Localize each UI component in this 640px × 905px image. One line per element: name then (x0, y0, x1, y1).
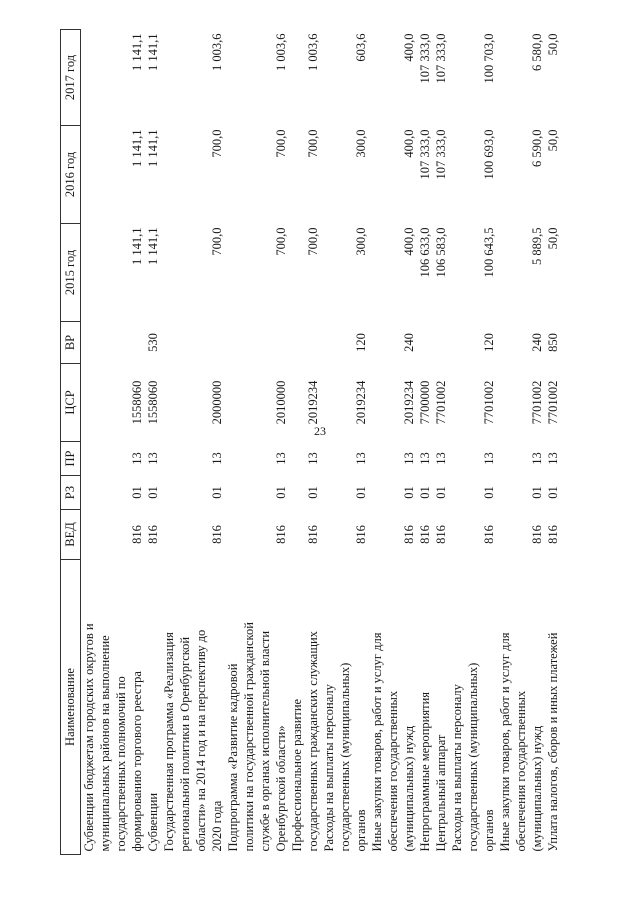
cell-rz: 01 (146, 486, 160, 499)
cell-vr (81, 322, 146, 364)
cell-rz: 01 (434, 486, 448, 499)
table-row (417, 30, 433, 855)
cell-name-line: государственных (муниципальных) (466, 662, 480, 852)
cell-name-line: Расходы на выплаты персоналу (322, 684, 336, 852)
cell-name-line: службе в органах исполнительной власти (258, 630, 272, 852)
cell-csr: 7701002 (482, 380, 496, 425)
cell-name-line: 2020 года (210, 800, 224, 852)
header-2017: 2017 год (61, 30, 81, 126)
cell-name (545, 560, 561, 855)
cell-2015: 1 141,1 (130, 227, 144, 265)
cell-2015: 700,0 (306, 227, 320, 256)
header-2016: 2016 год (61, 126, 81, 224)
cell-2016: 1 141,1 (130, 129, 144, 167)
cell-name-line: Уплата налогов, сборов и иных платежей (546, 632, 560, 852)
cell-vr (433, 322, 449, 364)
cell-name-line: формированию торгового реестра (130, 671, 144, 852)
cell-rz: 01 (354, 486, 368, 499)
cell-ved: 816 (210, 525, 224, 544)
cell-csr: 2010000 (274, 380, 288, 425)
cell-csr: 7701002 (546, 380, 560, 425)
table-row (161, 30, 225, 855)
cell-pr: 13 (482, 452, 496, 465)
cell-pr: 13 (210, 452, 224, 465)
cell-csr: 1558060 (146, 380, 160, 425)
cell-pr: 13 (146, 452, 160, 465)
cell-name-line: политики на государственной гражданской (242, 622, 256, 852)
cell-pr: 13 (546, 452, 560, 465)
cell-ved: 816 (274, 525, 288, 544)
cell-ved: 816 (306, 525, 320, 544)
cell-vr: 240 (530, 333, 544, 352)
cell-2017: 400,0 (402, 33, 416, 62)
cell-ved: 816 (146, 525, 160, 544)
cell-ved: 816 (546, 525, 560, 544)
cell-rz: 01 (546, 486, 560, 499)
cell-name-line: Оренбургской области» (274, 725, 288, 852)
cell-csr: 2019234 (354, 380, 368, 425)
page-number: 23 (314, 424, 326, 438)
header-csr: ЦСР (61, 364, 81, 442)
cell-2017: 100 703,0 (482, 33, 496, 84)
cell-csr: 2019234 (306, 380, 320, 425)
cell-pr: 13 (402, 452, 416, 465)
cell-csr: 7700000 (418, 380, 432, 425)
cell-vr: 120 (482, 333, 496, 352)
cell-csr: 2000000 (210, 380, 224, 425)
cell-name (417, 560, 433, 855)
cell-2015: 106 633,0 (418, 227, 432, 278)
cell-2016: 6 590,0 (530, 129, 544, 167)
cell-name (81, 560, 146, 855)
cell-2016: 50,0 (546, 129, 560, 152)
cell-rz: 01 (306, 486, 320, 499)
cell-name-line: Непрограммные мероприятия (418, 691, 432, 852)
cell-2015: 700,0 (274, 227, 288, 256)
cell-rz: 01 (274, 486, 288, 499)
cell-2015: 5 889,5 (530, 227, 544, 265)
cell-rz: 01 (418, 486, 432, 499)
table-row (545, 30, 561, 855)
cell-2015: 106 583,0 (434, 227, 448, 278)
cell-name-line: государственных гражданских служащих (306, 631, 320, 852)
table-row (225, 30, 289, 855)
cell-vr (289, 322, 321, 364)
cell-name-line: Центральный аппарат (434, 734, 448, 852)
cell-2016: 300,0 (354, 129, 368, 158)
cell-name (497, 560, 545, 855)
cell-name-line: (муниципальных) нужд (402, 725, 416, 852)
cell-ved: 816 (418, 525, 432, 544)
cell-2017: 107 333,0 (418, 33, 432, 84)
cell-2017: 107 333,0 (434, 33, 448, 84)
cell-vr: 530 (146, 333, 160, 352)
cell-rz: 01 (210, 486, 224, 499)
cell-name-line: органов (482, 809, 496, 852)
cell-name-line: государственных полномочий по (114, 676, 128, 852)
cell-name (161, 560, 225, 855)
cell-name-line: государственных (муниципальных) (338, 662, 352, 852)
header-name: Наименование (61, 560, 81, 855)
cell-rz: 01 (482, 486, 496, 499)
cell-2015: 50,0 (546, 227, 560, 250)
header-rz: РЗ (61, 476, 81, 510)
header-2015: 2015 год (61, 224, 81, 322)
cell-2016: 700,0 (210, 129, 224, 158)
cell-2017: 50,0 (546, 33, 560, 56)
table-row (145, 30, 161, 855)
table-header-row (61, 30, 81, 855)
table-row (449, 30, 497, 855)
cell-csr: 7701002 (530, 380, 544, 425)
cell-ved: 816 (354, 525, 368, 544)
cell-rz: 01 (530, 486, 544, 499)
cell-ved: 816 (482, 525, 496, 544)
cell-rz: 01 (130, 486, 144, 499)
cell-csr: 7701002 (434, 380, 448, 425)
header-vr: ВР (61, 322, 81, 364)
cell-2016: 400,0 (402, 129, 416, 158)
cell-name-line: области» на 2014 год и на перспективу до (194, 629, 208, 852)
cell-2016: 107 333,0 (418, 129, 432, 180)
cell-name-line: Иные закупки товаров, работ и услуг для (370, 632, 384, 852)
cell-pr: 13 (418, 452, 432, 465)
cell-name (433, 560, 449, 855)
cell-name-line: Субвенции (146, 792, 160, 852)
table-row (321, 30, 369, 855)
cell-vr (417, 322, 433, 364)
cell-2017: 1 003,6 (306, 33, 320, 71)
cell-2016: 1 141,1 (146, 129, 160, 167)
cell-pr: 13 (130, 452, 144, 465)
cell-name-line: Профессиональное развитие (290, 698, 304, 852)
cell-2016: 700,0 (274, 129, 288, 158)
cell-vr: 850 (546, 333, 560, 352)
cell-name-line: Иные закупки товаров, работ и услуг для (498, 632, 512, 852)
cell-name-line: муниципальных районов на выполнение (98, 635, 112, 852)
cell-2015: 700,0 (210, 227, 224, 256)
header-ved: ВЕД (61, 510, 81, 560)
cell-2015: 1 141,1 (146, 227, 160, 265)
cell-name (289, 560, 321, 855)
cell-2016: 100 693,0 (482, 129, 496, 180)
cell-name-line: (муниципальных) нужд (530, 725, 544, 852)
cell-name-line: региональной политики в Оренбургской (178, 636, 192, 852)
cell-ved: 816 (130, 525, 144, 544)
cell-pr: 13 (434, 452, 448, 465)
cell-name-line: Расходы на выплаты персоналу (450, 684, 464, 852)
table-row (289, 30, 321, 855)
cell-vr (161, 322, 225, 364)
cell-name (145, 560, 161, 855)
cell-2016: 107 333,0 (434, 129, 448, 180)
cell-2017: 1 003,6 (210, 33, 224, 71)
cell-name (225, 560, 289, 855)
cell-ved: 816 (530, 525, 544, 544)
cell-2016: 700,0 (306, 129, 320, 158)
cell-2017: 1 141,1 (130, 33, 144, 71)
cell-name-line: Подпрограмма «Развитие кадровой (226, 663, 240, 852)
cell-name (321, 560, 369, 855)
cell-csr: 2019234 (402, 380, 416, 425)
cell-pr: 13 (530, 452, 544, 465)
budget-table-page (60, 30, 570, 855)
cell-vr: 240 (402, 333, 416, 352)
cell-pr: 13 (306, 452, 320, 465)
cell-name (449, 560, 497, 855)
cell-2017: 1 141,1 (146, 33, 160, 71)
cell-2017: 1 003,6 (274, 33, 288, 71)
table-row (369, 30, 417, 855)
cell-name-line: Субвенции бюджетам городских округов и (82, 623, 96, 852)
budget-table (60, 29, 561, 855)
cell-name-line: органов (354, 809, 368, 852)
cell-2015: 300,0 (354, 227, 368, 256)
cell-csr: 1558060 (130, 380, 144, 425)
cell-name-line: обеспечения государственных (386, 690, 400, 852)
cell-pr: 13 (274, 452, 288, 465)
cell-rz: 01 (402, 486, 416, 499)
cell-name-line: обеспечения государственных (514, 690, 528, 852)
cell-vr: 120 (354, 333, 368, 352)
table-row (81, 30, 146, 855)
cell-name-line: Государственная программа «Реализация (162, 632, 176, 852)
cell-name (369, 560, 417, 855)
table-row (433, 30, 449, 855)
cell-pr: 13 (354, 452, 368, 465)
cell-2015: 400,0 (402, 227, 416, 256)
cell-2017: 6 580,0 (530, 33, 544, 71)
header-pr: ПР (61, 442, 81, 476)
table-row (497, 30, 545, 855)
cell-vr (225, 322, 289, 364)
cell-ved: 816 (402, 525, 416, 544)
cell-2015: 100 643,5 (482, 227, 496, 278)
cell-2017: 603,6 (354, 33, 368, 62)
cell-ved: 816 (434, 525, 448, 544)
